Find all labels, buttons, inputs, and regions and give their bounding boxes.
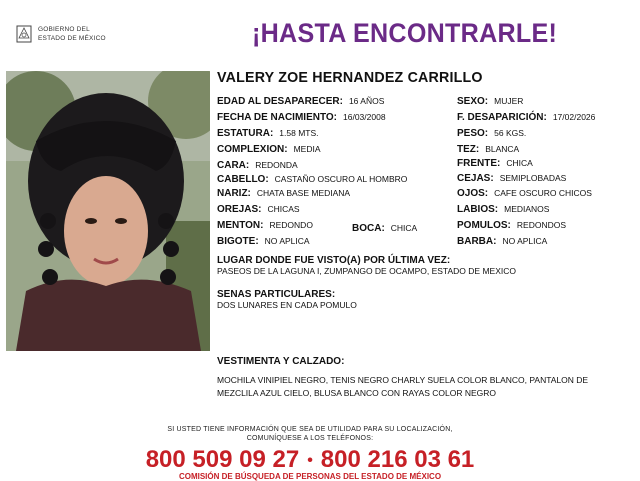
field-peso — [457, 128, 526, 139]
field-value: NO APLICA — [502, 236, 548, 246]
field-label: OREJAS: — [217, 204, 262, 215]
field-frente — [457, 158, 533, 169]
commission-name: COMISIÓN DE BÚSQUEDA DE PERSONAS DEL ESTADO DE MÉXICO — [178, 472, 442, 481]
field-label: ESTATURA: — [217, 128, 274, 139]
field-boca — [352, 223, 417, 234]
phone-separator: • — [307, 451, 313, 469]
field-value: REDONDA — [255, 160, 298, 170]
field-value: 16 AÑOS — [348, 96, 385, 106]
field-cabello — [217, 174, 407, 185]
gov-name-line2: ESTADO DE MÉXICO — [38, 35, 106, 42]
field-edad — [217, 96, 384, 107]
field-value: CHICA — [390, 223, 418, 233]
field-value: REDONDOS — [516, 220, 567, 230]
clothing-value: MOCHILA VINIPIEL NEGRO, TENIS NEGRO CHARLY SUELA COLOR BLANCO, PANTALON DE MEZCLILA AZUL CIELO, BLUSA BLANCO CON RAYAS COLOR NEGRO — [217, 375, 589, 398]
state-crest-icon — [14, 24, 34, 44]
field-value: 17/02/2026 — [552, 112, 596, 122]
field-value: 16/03/2008 — [343, 112, 386, 122]
field-estatura — [217, 128, 319, 139]
field-menton — [217, 220, 313, 231]
government-logo — [14, 24, 124, 46]
marks-value: DOS LUNARES EN CADA POMULO — [217, 300, 357, 310]
field-pomulos — [457, 220, 566, 231]
field-label: PESO: — [457, 128, 489, 139]
person-name: VALERY ZOE HERNANDEZ CARRILLO — [217, 69, 483, 86]
field-value: MUJER — [494, 96, 524, 106]
marks-label: SENAS PARTICULARES: — [217, 289, 336, 300]
last-seen-label: LUGAR DONDE FUE VISTO(A) POR ÚLTIMA VEZ: — [217, 255, 451, 266]
field-label: POMULOS: — [457, 220, 511, 231]
clothing-label: VESTIMENTA Y CALZADO: — [217, 356, 345, 367]
field-value: CASTAÑO OSCURO AL HOMBRO — [274, 174, 408, 184]
field-value: CHATA BASE MEDIANA — [256, 188, 351, 198]
field-label: LABIOS: — [457, 204, 499, 215]
field-bigote — [217, 236, 310, 247]
phone-numbers — [0, 446, 620, 474]
field-value: MEDIA — [293, 144, 321, 154]
field-label: EDAD AL DESAPARECER: — [217, 96, 343, 107]
field-sexo — [457, 96, 523, 107]
field-value: REDONDO — [269, 220, 313, 230]
portrait-image — [6, 71, 210, 351]
field-value: 1.58 MTS. — [279, 128, 319, 138]
headline: ¡HASTA ENCONTRARLE! — [252, 18, 558, 48]
field-ojos — [457, 188, 592, 199]
field-label: BARBA: — [457, 236, 497, 247]
field-desaparicion — [457, 112, 595, 123]
field-value: CHICA — [506, 158, 533, 168]
field-label: FECHA DE NACIMIENTO: — [217, 112, 337, 123]
field-complexion — [217, 144, 320, 155]
gov-name-line1: GOBIERNO DEL — [38, 26, 90, 33]
info-line2: COMUNÍQUESE A LOS TELÉFONOS: — [246, 435, 374, 442]
field-cara — [217, 160, 298, 171]
field-value: BLANCA — [485, 144, 520, 154]
field-label: OJOS: — [457, 188, 489, 199]
field-cejas — [457, 173, 566, 184]
field-value: MEDIANOS — [504, 204, 550, 214]
field-value: SEMIPLOBADAS — [499, 173, 567, 183]
field-nacimiento — [217, 112, 386, 123]
field-labios — [457, 204, 549, 215]
field-label: NARIZ: — [217, 188, 251, 199]
field-label: CEJAS: — [457, 173, 494, 184]
field-value: CAFE OSCURO CHICOS — [494, 188, 592, 198]
field-label: F. DESAPARICIÓN: — [457, 112, 547, 123]
field-label: CARA: — [217, 160, 250, 171]
field-label: SEXO: — [457, 96, 489, 107]
field-label: FRENTE: — [457, 158, 501, 169]
field-orejas — [217, 204, 300, 215]
phone-number-1[interactable]: 800 509 09 27 — [145, 446, 300, 473]
field-value: NO APLICA — [264, 236, 310, 246]
info-line1: SI USTED TIENE INFORMACIÓN QUE SEA DE UTILIDAD PARA SU LOCALIZACIÓN, — [167, 426, 453, 433]
field-label: BOCA: — [352, 223, 385, 234]
field-nariz — [217, 188, 350, 199]
field-label: BIGOTE: — [217, 236, 259, 247]
field-tez — [457, 144, 519, 155]
field-barba — [457, 236, 547, 247]
field-value: 56 KGS. — [494, 128, 527, 138]
phone-number-2[interactable]: 800 216 03 61 — [320, 446, 475, 473]
field-label: TEZ: — [457, 144, 480, 155]
missing-person-photo — [6, 71, 210, 351]
field-label: COMPLEXION: — [217, 144, 288, 155]
last-seen-value: PASEOS DE LA LAGUNA I, ZUMPANGO DE OCAMPO, ESTADO DE MEXICO — [217, 266, 516, 276]
field-label: MENTON: — [217, 220, 264, 231]
field-label: CABELLO: — [217, 174, 269, 185]
field-value: CHICAS — [267, 204, 300, 214]
